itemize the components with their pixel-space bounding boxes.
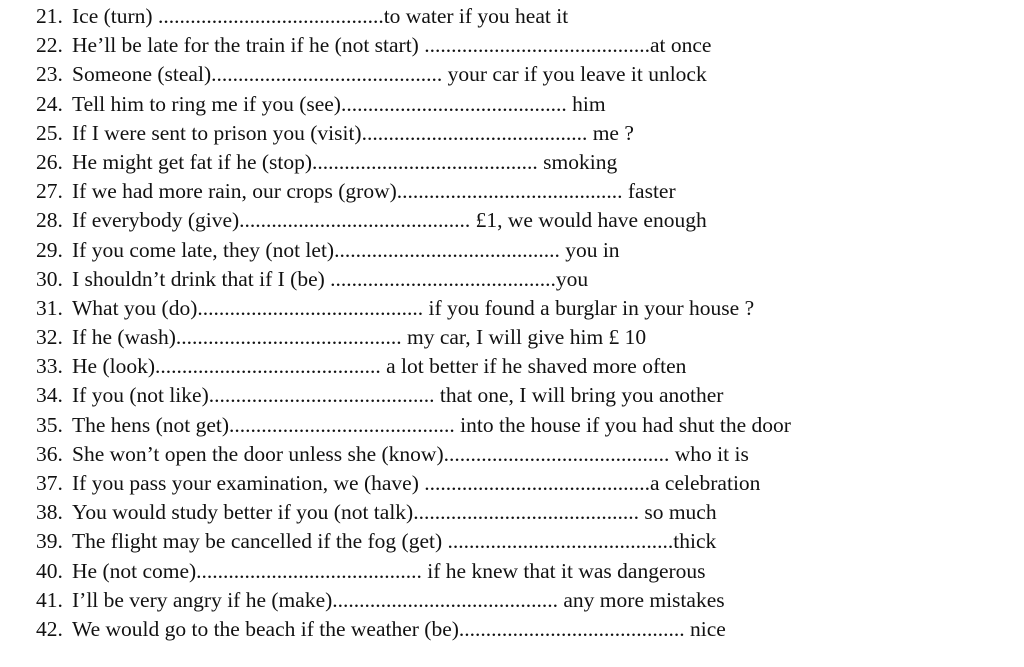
item-text: If you come late, they (not let).......................................... you in bbox=[72, 237, 620, 262]
item-text: You would study better if you (not talk).......................................... so much bbox=[72, 500, 717, 525]
item-number: 40. bbox=[36, 558, 63, 583]
item-text: The hens (not get).......................................... into the house if you had shut the door bbox=[72, 412, 791, 437]
exercise-item-27 bbox=[36, 177, 1016, 206]
item-number: 32. bbox=[36, 325, 63, 350]
item-text: If I were sent to prison you (visit).......................................... me ? bbox=[72, 120, 634, 145]
exercise-item-41 bbox=[36, 586, 1016, 615]
exercise-item-39 bbox=[36, 527, 1016, 556]
item-text: If you (not like).......................................... that one, I will bring you another bbox=[72, 383, 724, 408]
item-text: He might get fat if he (stop).......................................... smoking bbox=[72, 149, 618, 174]
exercise-item-36 bbox=[36, 440, 1016, 469]
item-text: Tell him to ring me if you (see).......................................... him bbox=[72, 91, 606, 116]
item-number: 38. bbox=[36, 500, 63, 525]
item-text: Someone (steal)........................................... your car if you leave it unlock bbox=[72, 62, 707, 87]
exercise-item-40 bbox=[36, 557, 1016, 586]
item-text: I shouldn’t drink that if I (be) ..........................................you bbox=[72, 266, 589, 291]
item-text: Ice (turn) ..........................................to water if you heat it bbox=[72, 4, 569, 28]
item-text: If everybody (give)........................................... £1, we would have enough bbox=[72, 208, 707, 233]
item-number: 39. bbox=[36, 529, 63, 554]
item-number: 41. bbox=[36, 587, 63, 612]
exercise-item-24 bbox=[36, 90, 1016, 119]
exercise-item-31 bbox=[36, 294, 1016, 323]
item-text: The flight may be cancelled if the fog (get) ..........................................thick bbox=[72, 529, 717, 554]
item-number: 23. bbox=[36, 62, 63, 87]
exercise-item-28 bbox=[36, 206, 1016, 235]
exercise-item-25 bbox=[36, 119, 1016, 148]
item-number: 22. bbox=[36, 33, 63, 58]
item-number: 25. bbox=[36, 120, 63, 145]
exercise-item-29 bbox=[36, 236, 1016, 265]
exercise-item-37 bbox=[36, 469, 1016, 498]
exercise-item-23 bbox=[36, 60, 1016, 89]
exercise-item-38 bbox=[36, 498, 1016, 527]
exercise-item-33 bbox=[36, 352, 1016, 381]
item-number: 27. bbox=[36, 179, 63, 204]
exercise-item-26 bbox=[36, 148, 1016, 177]
item-number: 33. bbox=[36, 354, 63, 379]
item-number: 36. bbox=[36, 441, 63, 466]
item-text: If we had more rain, our crops (grow).......................................... faster bbox=[72, 179, 676, 204]
exercise-list bbox=[36, 2, 1016, 644]
item-text: We would go to the beach if the weather (be).......................................... nice bbox=[72, 616, 726, 641]
exercise-item-21 bbox=[36, 2, 1016, 31]
item-number: 34. bbox=[36, 383, 63, 408]
item-text: She won’t open the door unless she (know).......................................... who it is bbox=[72, 441, 749, 466]
exercise-item-30 bbox=[36, 265, 1016, 294]
item-number: 31. bbox=[36, 295, 63, 320]
exercise-item-32 bbox=[36, 323, 1016, 352]
item-number: 26. bbox=[36, 149, 63, 174]
item-text: He (not come).......................................... if he knew that it was dangerous bbox=[72, 558, 706, 583]
exercise-item-34 bbox=[36, 381, 1016, 410]
item-number: 30. bbox=[36, 266, 63, 291]
item-number: 28. bbox=[36, 208, 63, 233]
item-text: He (look).......................................... a lot better if he shaved more often bbox=[72, 354, 687, 379]
item-number: 42. bbox=[36, 616, 63, 641]
item-text: He’ll be late for the train if he (not start) ..........................................at once bbox=[72, 33, 712, 58]
item-text: What you (do).......................................... if you found a burglar in your house ? bbox=[72, 295, 755, 320]
exercise-item-42 bbox=[36, 615, 1016, 644]
item-text: If you pass your examination, we (have) ..........................................a celebration bbox=[72, 471, 761, 495]
item-number: 35. bbox=[36, 412, 63, 437]
item-number: 37. bbox=[36, 471, 63, 495]
exercise-item-22 bbox=[36, 31, 1016, 60]
item-number: 24. bbox=[36, 91, 63, 116]
item-number: 21. bbox=[36, 4, 63, 28]
item-number: 29. bbox=[36, 237, 63, 262]
item-text: If he (wash).......................................... my car, I will give him £ 10 bbox=[72, 325, 647, 350]
item-text: I’ll be very angry if he (make).......................................... any more mistakes bbox=[72, 587, 725, 612]
exercise-item-35 bbox=[36, 411, 1016, 440]
